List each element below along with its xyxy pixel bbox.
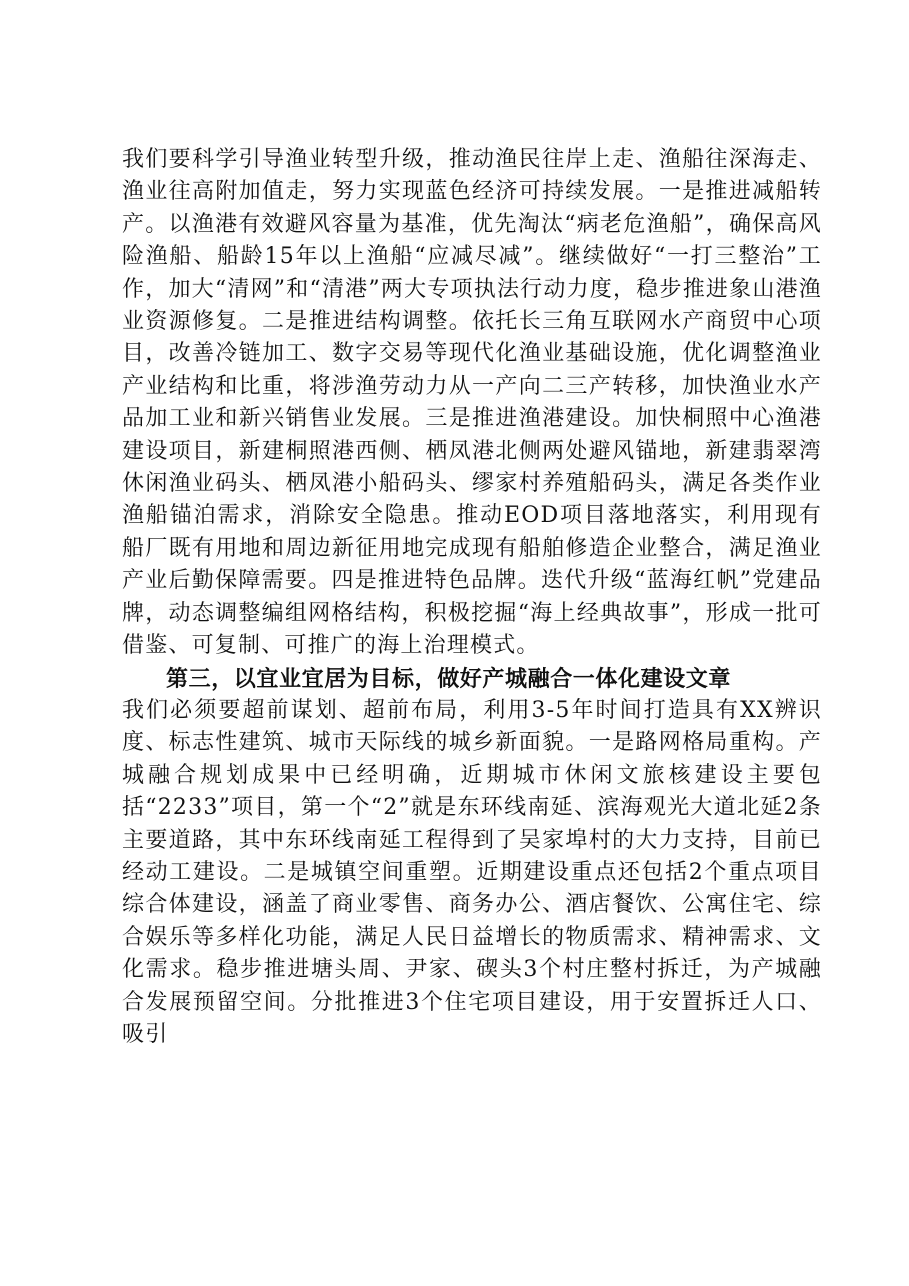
document-body	[122, 144, 822, 1051]
body-paragraph-fishery: 我们要科学引导渔业转型升级，推动渔民往岸上走、渔船往深海走、渔业往高附加值走，努力实现蓝色经济可持续发展。一是推进减船转产。以渔港有效避风容量为基准，优先淘汰“病老危渔船”，确保高风险渔船、船龄15年以上渔船“应减尽减”。继续做好“一打三整治”工作，加大“清网”和“清港”两大专项执法行动力度，稳步推进象山港渔业资源修复。二是推进结构调整。依托长三角互联网水产商贸中心项目，改善冷链加工、数字交易等现代化渔业基础设施，优化调整渔业产业结构和比重，将涉渔劳动力从一产向二三产转移，加快渔业水产品加工业和新兴销售业发展。三是推进渔港建设。加快桐照中心渔港建设项目，新建桐照港西侧、栖凤港北侧两处避风锚地，新建翡翠湾休闲渔业码头、栖凤港小船码头、缪家村养殖船码头，满足各类作业渔船锚泊需求，消除安全隐患。推动EOD项目落地落实，利用现有船厂既有用地和周边新征用地完成现有船舶修造企业整合，满足渔业产业后勤保障需要。四是推进特色品牌。迭代升级“蓝海红帆”党建品牌，动态调整编组网格结构，积极挖掘“海上经典故事”，形成一批可借鉴、可复制、可推广的海上治理模式。	[122, 147, 822, 659]
body-paragraph-urban: 我们必须要超前谋划、超前布局，利用3-5年时间打造具有XX辨识度、标志性建筑、城市天际线的城乡新面貌。一是路网格局重构。产城融合规划成果中已经明确，近期城市休闲文旅核建设主要包括“2233”项目，第一个“2”就是东环线南延、滨海观光大道北延2条主要道路，其中东环线南延工程得到了吴家埠村的大力支持，目前已经动工建设。二是城镇空间重塑。近期建设重点还包括2个重点项目综合体建设，涵盖了商业零售、商务办公、酒店餐饮、公寓住宅、综合娱乐等多样化功能，满足人民日益增长的物质需求、精神需求、文化需求。稳步推进塘头周、尹家、碶头3个村庄整村拆迁，为产城融合发展预留空间。分批推进3个住宅项目建设，用于安置拆迁人口、吸引	[122, 697, 822, 1047]
section-heading-third: 第三，以宜业宜居为目标，做好产城融合一体化建设文章	[166, 665, 732, 692]
